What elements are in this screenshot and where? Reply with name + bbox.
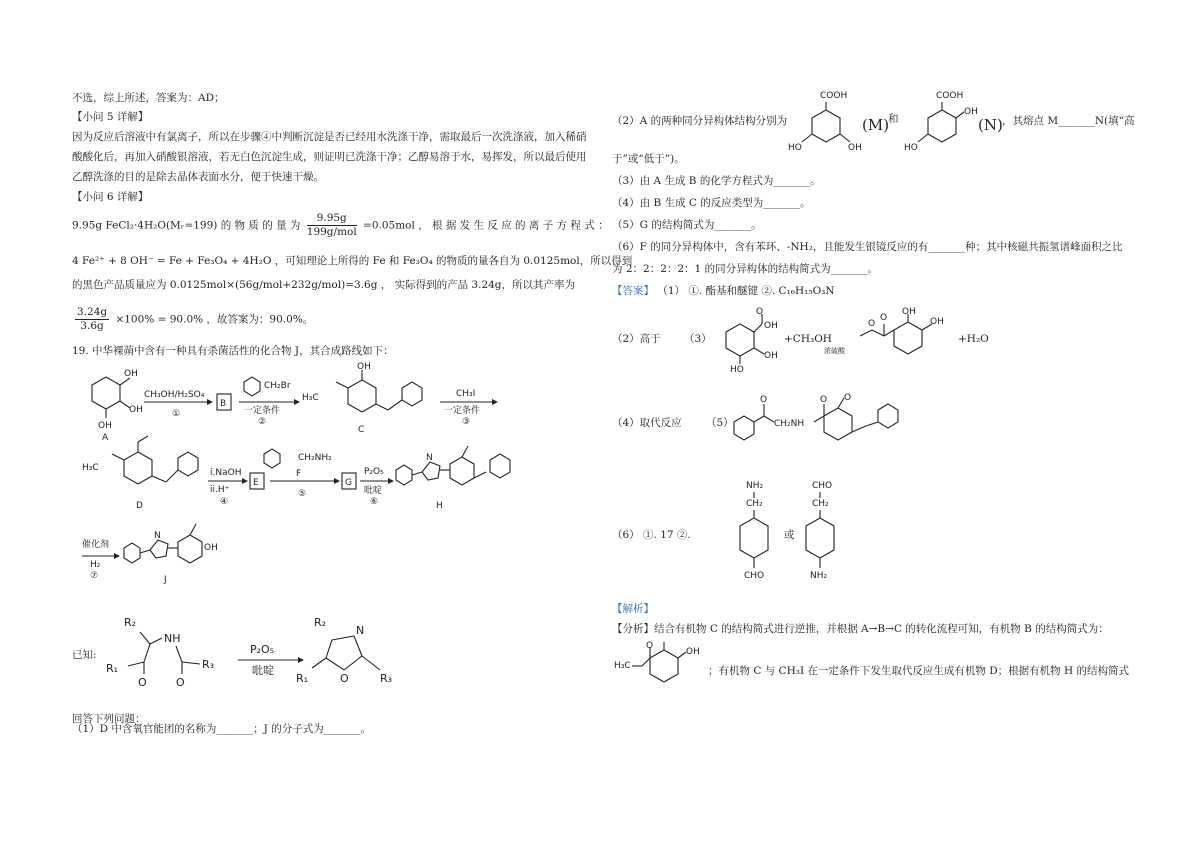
synthesis-scheme: [72, 360, 592, 590]
fraction-denominator: 199g/mol: [306, 226, 357, 238]
label-NH2: NH₂: [810, 571, 828, 581]
label-O: O: [176, 676, 185, 689]
text-span: 9.95g FeCl₂·4H₂O(Mᵣ=199) 的 物 质 的 量 为: [72, 219, 301, 232]
label-COOH: COOH: [820, 91, 848, 101]
fraction: [307, 212, 357, 239]
label-A: A: [102, 433, 109, 443]
ionic-equation: 4 Fe²⁺ + 8 OH⁻ = Fe + Fe₃O₄ + 4H₂O: [72, 255, 272, 267]
reagent: CH₂NH₂: [298, 453, 332, 463]
step-number: ⑥: [370, 497, 379, 507]
label-HO: HO: [730, 365, 744, 375]
label-CH2NH: CH₂NH: [774, 419, 805, 429]
arrowhead: [334, 478, 340, 484]
answer-6: （6） ①. 17 ②.: [612, 529, 691, 541]
answer-2: （2）高于: [612, 333, 661, 345]
label-CHO: CHO: [812, 481, 833, 491]
reagent: P₂O₅: [250, 643, 275, 656]
label-N: N: [426, 453, 433, 463]
reagent: CH₃I: [456, 389, 476, 399]
question-19: 19. 中华裸蒴中含有一种具有杀菌活性的化合物 J，其合成路线如下：: [72, 345, 394, 357]
answer-3-reagent: +CH₃OH: [784, 333, 832, 345]
reagent: 催化剂: [82, 540, 110, 550]
label-HO: HO: [904, 143, 918, 153]
label-OH: OH: [204, 543, 218, 553]
label-OH: OH: [764, 351, 778, 361]
reagent: H₂: [90, 560, 101, 570]
label-R1: R₁: [106, 662, 119, 675]
label-O: O: [760, 395, 768, 405]
fraction-denominator: 3.6g: [80, 320, 104, 332]
answer-tag: 【答案】: [612, 285, 654, 297]
structure-B: [612, 640, 702, 696]
label-M: (M): [862, 116, 890, 134]
reagent: 吡啶: [252, 664, 274, 677]
reagent: CH₃OH/H₂SO₄: [144, 390, 205, 400]
label-J: J: [164, 575, 167, 585]
label-OH: OH: [124, 369, 138, 379]
reagent: 吡啶: [364, 486, 383, 496]
answer-prompt: 回答下列问题：: [72, 713, 146, 725]
question-1: （1）D 中含氧官能团的名称为_______；J 的分子式为_______。: [72, 723, 371, 735]
text-line: 不选，综上所述，答案为：AD；: [72, 92, 225, 104]
label-G: G: [345, 478, 352, 488]
equation-line: [72, 212, 609, 239]
text-line: 乙醇洗涤的目的是除去晶体表面水分，便于快速干燥。: [72, 171, 324, 183]
question-2: （2）A 的两种同分异构体结构分别为: [612, 115, 788, 127]
arrowhead: [388, 478, 394, 484]
label-R2: R₂: [314, 616, 327, 629]
label-OH: OH: [357, 362, 371, 372]
label-F: F: [296, 469, 302, 479]
label-CH2: CH₂: [812, 499, 829, 509]
label-D: D: [136, 501, 143, 511]
label-N: N: [356, 624, 365, 637]
label-OH: OH: [686, 647, 700, 657]
step-number: ①: [172, 409, 181, 419]
fraction-numerator: 9.95g: [307, 212, 357, 226]
arrowhead: [294, 399, 300, 405]
step-number: ③: [462, 417, 471, 427]
fraction: [75, 306, 109, 333]
label-O: O: [340, 672, 349, 685]
label-O: O: [868, 319, 876, 329]
answer-1: （1） ①. 酯基和醚键 ②. C₁₆H₁₅O₃N: [657, 285, 835, 297]
label-H: H: [436, 501, 443, 511]
answer-3-water: +H₂O: [958, 333, 989, 345]
text-span: ，可知理论上所得的 Fe 和 Fe₃O₄ 的物质的量各自为 0.0125mol，所以得到: [274, 255, 633, 267]
step-number: ④: [220, 497, 229, 507]
known-label: 已知:: [72, 649, 97, 661]
reagent: CH₂Br: [264, 381, 291, 391]
label-COOH: COOH: [936, 91, 964, 101]
label-OH: OH: [129, 405, 143, 415]
label-O: O: [756, 307, 764, 317]
label-OH: OH: [98, 421, 112, 431]
label-CHO: CHO: [744, 571, 765, 581]
step-number: ②: [258, 417, 267, 427]
text-line: 酸酸化后，再加入硝酸银溶液，若无白色沉淀生成，则证明已洗涤干净；乙醇易溶于水，易挥发，所以最后使用: [72, 151, 587, 163]
label-R2: R₂: [124, 616, 137, 629]
F-ring: [264, 449, 280, 468]
text-line: 为 2：2：2：2：1 的同分异构体的结构简式为_______。: [612, 263, 878, 275]
step-number: ⑤: [298, 489, 307, 499]
benzyl-ring: [244, 377, 260, 396]
text-span: ×100% = 90.0% ，故答案为：90.0%。: [115, 313, 314, 326]
isomer-N: [898, 88, 988, 154]
text-line: 的黑色产品质量应为 0.0125mol×(56g/mol+232g/mol)=3.6g ， 实际得到的产品 3.24g，所以其产率为: [72, 279, 576, 291]
molecule-A: [92, 369, 143, 443]
text-line: 于”或“低于”)。: [612, 153, 685, 165]
question-6: （6）F 的同分异构体中，含有苯环、-NH₂，且能发生银镜反应的有_______种；其中核磁共振氢谱峰面积之比: [612, 241, 1123, 253]
molecule-J: [124, 524, 218, 585]
analysis-line-1: 【分析】结合有机物 C 的结构简式进行逆推，并根据 A→B→C 的转化流程可知，有机物 B 的结构简式为：: [612, 623, 1109, 635]
known-reaction: [100, 610, 430, 700]
answer-3-reactant: [712, 306, 788, 376]
label-R3: R₃: [202, 658, 215, 671]
label-OH: OH: [902, 307, 916, 317]
text-span: =0.05mol ， 根 据 发 生 反 应 的 离 子 方 程 式 ：: [363, 219, 609, 232]
label-OH: OH: [764, 321, 778, 331]
reagent: ii.H⁺: [210, 485, 230, 495]
label-O: O: [880, 313, 888, 323]
molecule-C: [302, 362, 422, 435]
label-NH: NH: [164, 632, 181, 645]
equation-line: [72, 254, 632, 268]
isomer-M: [782, 88, 872, 154]
label-HO: HO: [788, 143, 802, 153]
text-line: ，其熔点 M_______N(填“高: [1002, 115, 1135, 127]
reagent: i.NaOH: [210, 468, 242, 478]
answer-6-structure-2: [796, 478, 852, 590]
answer-3-condition: 浓硫酸: [824, 347, 845, 355]
section-heading-q5: 【小问 5 详解】: [72, 111, 149, 123]
label-C: C: [358, 425, 365, 435]
fraction-numerator: 3.24g: [77, 306, 108, 318]
label-H3C: H₃C: [614, 661, 631, 671]
label-H3C: H₃C: [302, 393, 319, 403]
reagent: P₂O₅: [364, 467, 384, 477]
label-OH: OH: [964, 107, 978, 117]
section-heading-q6: 【小问 6 详解】: [72, 191, 149, 203]
label-N: N: [154, 531, 161, 541]
answer-3-number: （3）: [684, 333, 712, 345]
answer-5: （5）: [706, 417, 734, 429]
text-or: 或: [784, 529, 795, 541]
arrowhead: [114, 553, 120, 559]
answer-4: （4）取代反应: [612, 417, 682, 429]
arrowhead: [492, 399, 498, 405]
answer-3-product: [856, 306, 952, 368]
answer-6-structure-1: [730, 478, 786, 590]
label-CH2: CH₂: [746, 499, 763, 509]
label-H3C: H₃C: [82, 463, 99, 473]
label-NH2: NH₂: [746, 481, 764, 491]
arrowhead: [242, 478, 248, 484]
label-O: O: [646, 641, 654, 651]
condition: 一定条件: [444, 406, 481, 416]
text-line: 因为反应后溶液中有氯离子，所以在步骤④中判断沉淀是否已经用水洗涤干净，需取最后一次洗涤液，加入稀硝: [72, 131, 587, 143]
label-OH: OH: [848, 143, 862, 153]
label-E: E: [253, 478, 259, 488]
label-N: (N): [978, 116, 1003, 134]
label-R1: R₁: [296, 672, 309, 685]
question-3: （3）由 A 生成 B 的化学方程式为_______。: [612, 175, 821, 187]
question-5: （5）G 的结构简式为_______。: [612, 219, 762, 231]
label-O: O: [844, 393, 852, 403]
equation-line: [72, 306, 313, 333]
condition: 一定条件: [244, 406, 281, 416]
analysis-tag: 【解析】: [612, 603, 654, 615]
answer-5-structure: [730, 392, 920, 446]
analysis-line-2: ；有机物 C 与 CH₃I 在一定条件下发生取代反应生成有机物 D；根据有机物 H 的结构简式: [708, 665, 1130, 677]
label-O: O: [820, 395, 828, 405]
text-and: 和: [888, 113, 899, 125]
molecule-H: [396, 446, 510, 511]
label-R3: R₃: [380, 672, 393, 685]
molecule-D: [82, 436, 198, 511]
question-4: （4）由 B 生成 C 的反应类型为_______。: [612, 197, 811, 209]
label-O: O: [138, 676, 147, 689]
label-B: B: [220, 399, 227, 409]
answer-line-1: [612, 284, 835, 298]
label-OH: OH: [930, 317, 944, 327]
step-number: ⑦: [90, 571, 99, 581]
arrowhead: [207, 399, 213, 405]
